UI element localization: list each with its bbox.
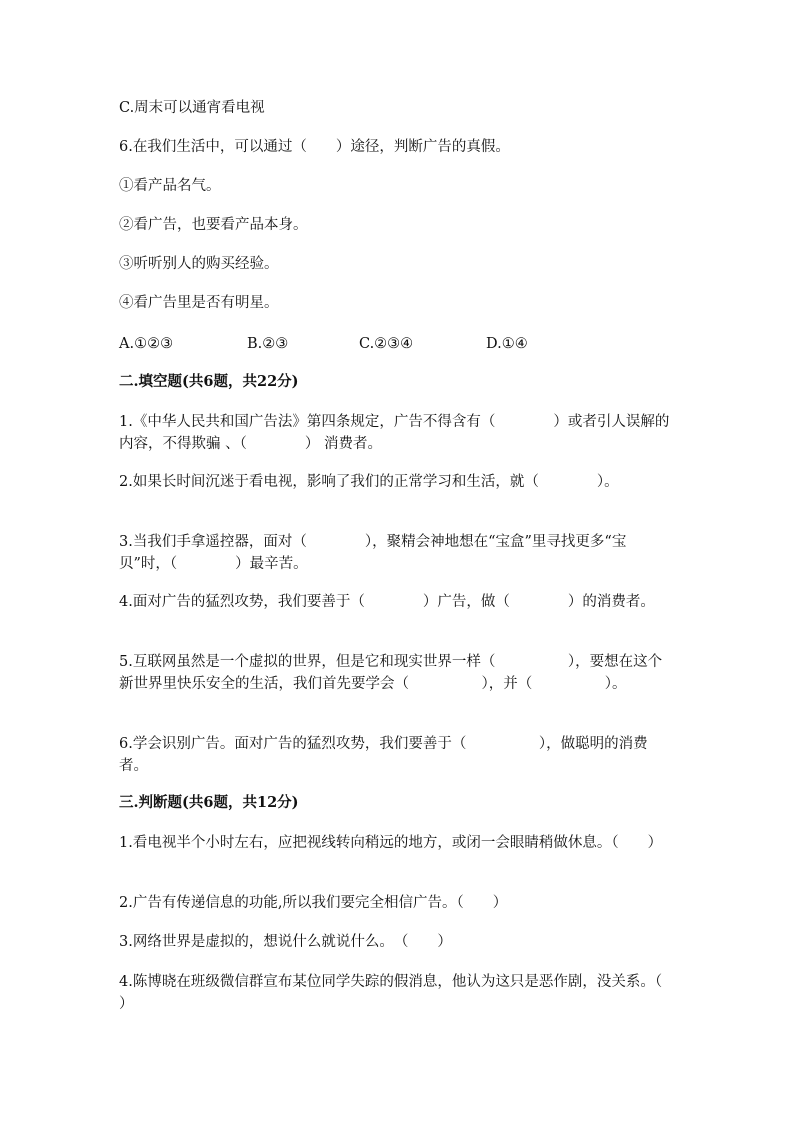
q6-item-3: ③听听别人的购买经验。 xyxy=(119,256,279,272)
fill-question-6: 6.学会识别广告。面对广告的猛烈攻势，我们要善于（ ），做聪明的消费者。 xyxy=(119,736,648,774)
section3-heading: 三.判断题(共6题，共12分) xyxy=(119,794,299,811)
q6-option-d: D.①④ xyxy=(486,336,528,352)
judge-question-1: 1.看电视半个小时左右，应把视线转向稍远的地方，或闭一会眼睛稍做休息。（ ） xyxy=(119,835,663,851)
q6-item-1: ①看产品名气。 xyxy=(119,178,221,194)
fill-question-4: 4.面对广告的猛烈攻势，我们要善于（ ）广告，做（ ）的消费者。 xyxy=(119,594,655,610)
judge-question-3: 3.网络世界是虚拟的，想说什么就说什么。 （ ） xyxy=(119,934,452,950)
judge-question-2: 2.广告有传递信息的功能,所以我们要完全相信广告。（ ） xyxy=(119,895,508,911)
q6-item-4: ④看广告里是否有明星。 xyxy=(119,295,279,311)
q6-option-c: C.②③④ xyxy=(359,336,414,352)
fill-question-5: 5.互联网虽然是一个虚拟的世界，但是它和现实世界一样（ ），要想在这个新世界里快乐安全的生活，我们首先要学会（ ），并（ ）。 xyxy=(119,654,663,692)
q6-option-a: A.①②③ xyxy=(119,336,174,352)
fill-question-1: 1.《中华人民共和国广告法》第四条规定，广告不得含有（ ）或者引人误解的内容，不得欺骗 、（ ） 消费者。 xyxy=(119,414,670,452)
fill-question-2: 2.如果长时间沉迷于看电视，影响了我们的正常学习和生活，就（ ）。 xyxy=(119,474,619,490)
q5-option-c: C.周末可以通宵看电视 xyxy=(119,100,265,116)
q6-stem: 6.在我们生活中，可以通过（ ）途径，判断广告的真假。 xyxy=(119,139,510,155)
section2-heading: 二.填空题(共6题，共22分) xyxy=(119,373,299,390)
judge-question-4: 4.陈博晓在班级微信群宣布某位同学失踪的假消息，他认为这只是恶作剧，没关系。（ ） xyxy=(119,974,692,1012)
fill-question-3: 3.当我们手拿遥控器，面对（ ），聚精会神地想在“宝盒”里寻找更多“宝贝”时，（ ）最辛苦。 xyxy=(119,534,627,572)
q6-option-b: B.②③ xyxy=(247,336,289,352)
q6-item-2: ②看广告，也要看产品本身。 xyxy=(119,217,308,233)
